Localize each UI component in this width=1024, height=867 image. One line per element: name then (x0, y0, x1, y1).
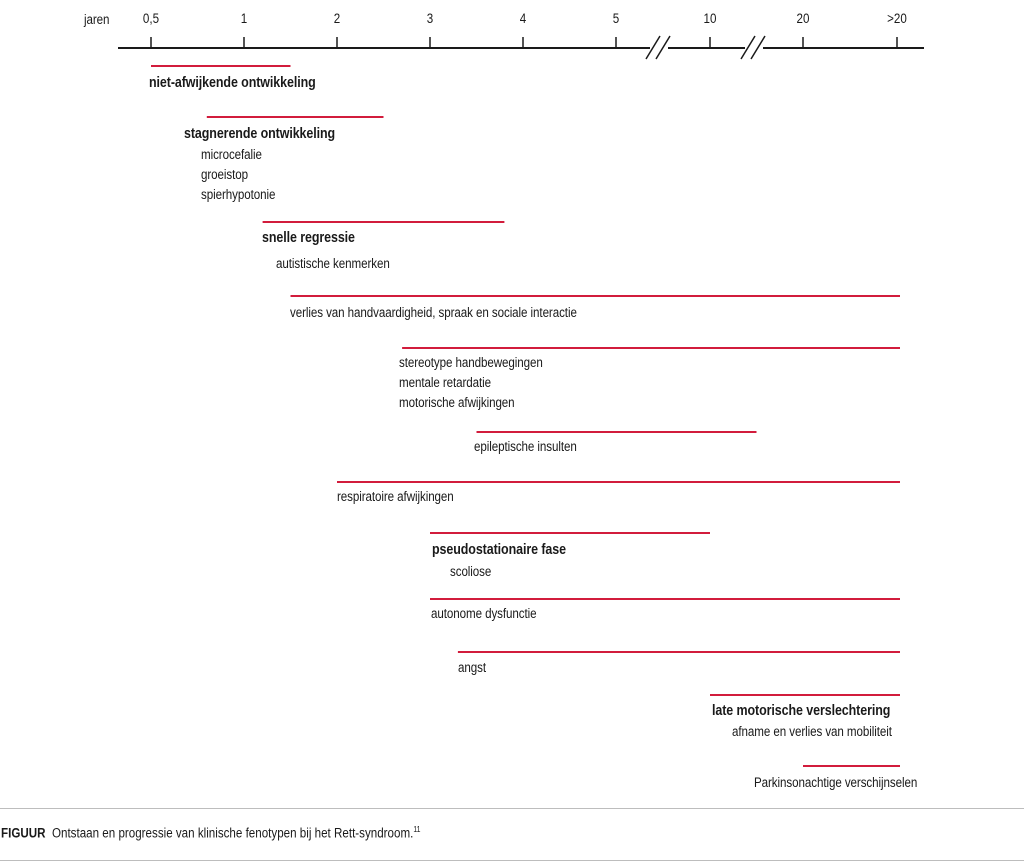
item-parkinsonachtig: Parkinsonachtige verschijnselen (754, 775, 918, 790)
axis-tick-label: 3 (426, 11, 434, 26)
axis-tick-label: >20 (887, 11, 907, 26)
item-mentale-retardatie: mentale retardatie (399, 375, 492, 390)
axis-tick-label: 1 (240, 11, 248, 26)
caption-reference: 11 (413, 825, 421, 834)
item-respiratoire: respiratoire afwijkingen (337, 489, 454, 504)
axis-unit-label: jaren (84, 12, 110, 27)
axis-tick-label: 2 (333, 11, 341, 26)
heading-snelle-regressie: snelle regressie (262, 230, 355, 246)
item-autistische-kenmerken: autistische kenmerken (276, 256, 390, 271)
axis-tick-label: 10 (703, 11, 717, 26)
axis-tick-label: 5 (612, 11, 620, 26)
heading-late-motorische: late motorische verslechtering (712, 703, 891, 719)
heading-stagnerende: stagnerende ontwikkeling (184, 126, 336, 142)
item-mobiliteit: afname en verlies van mobiliteit (732, 724, 892, 739)
caption-text: Ontstaan en progressie van klinische fenotypen bij het Rett-syndroom. (51, 825, 414, 841)
axis-tick-label: 20 (796, 11, 810, 26)
item-spierhypotonie: spierhypotonie (201, 187, 276, 202)
item-angst: angst (458, 660, 486, 675)
item-motorische-afwijkingen: motorische afwijkingen (399, 395, 515, 410)
heading-pseudostationaire: pseudostationaire fase (432, 542, 566, 558)
item-verlies: verlies van handvaardigheid, spraak en sociale interactie (290, 305, 577, 320)
axis-tick-label: 4 (519, 11, 527, 26)
item-groeistop: groeistop (201, 167, 248, 182)
axis-tick-label: 0,5 (142, 11, 160, 26)
caption-top-rule (0, 808, 1024, 809)
item-scoliose: scoliose (450, 564, 492, 579)
figure-caption (1, 825, 421, 841)
caption-label: FIGUUR (1, 825, 46, 841)
item-stereotype: stereotype handbewegingen (399, 355, 543, 370)
item-epileptische-insulten: epileptische insulten (474, 439, 577, 454)
item-microcefalie: microcefalie (201, 147, 262, 162)
item-autonome-dysfunctie: autonome dysfunctie (431, 606, 537, 621)
heading-niet-afwijkende: niet-afwijkende ontwikkeling (149, 75, 316, 91)
caption-bottom-rule (0, 860, 1024, 861)
